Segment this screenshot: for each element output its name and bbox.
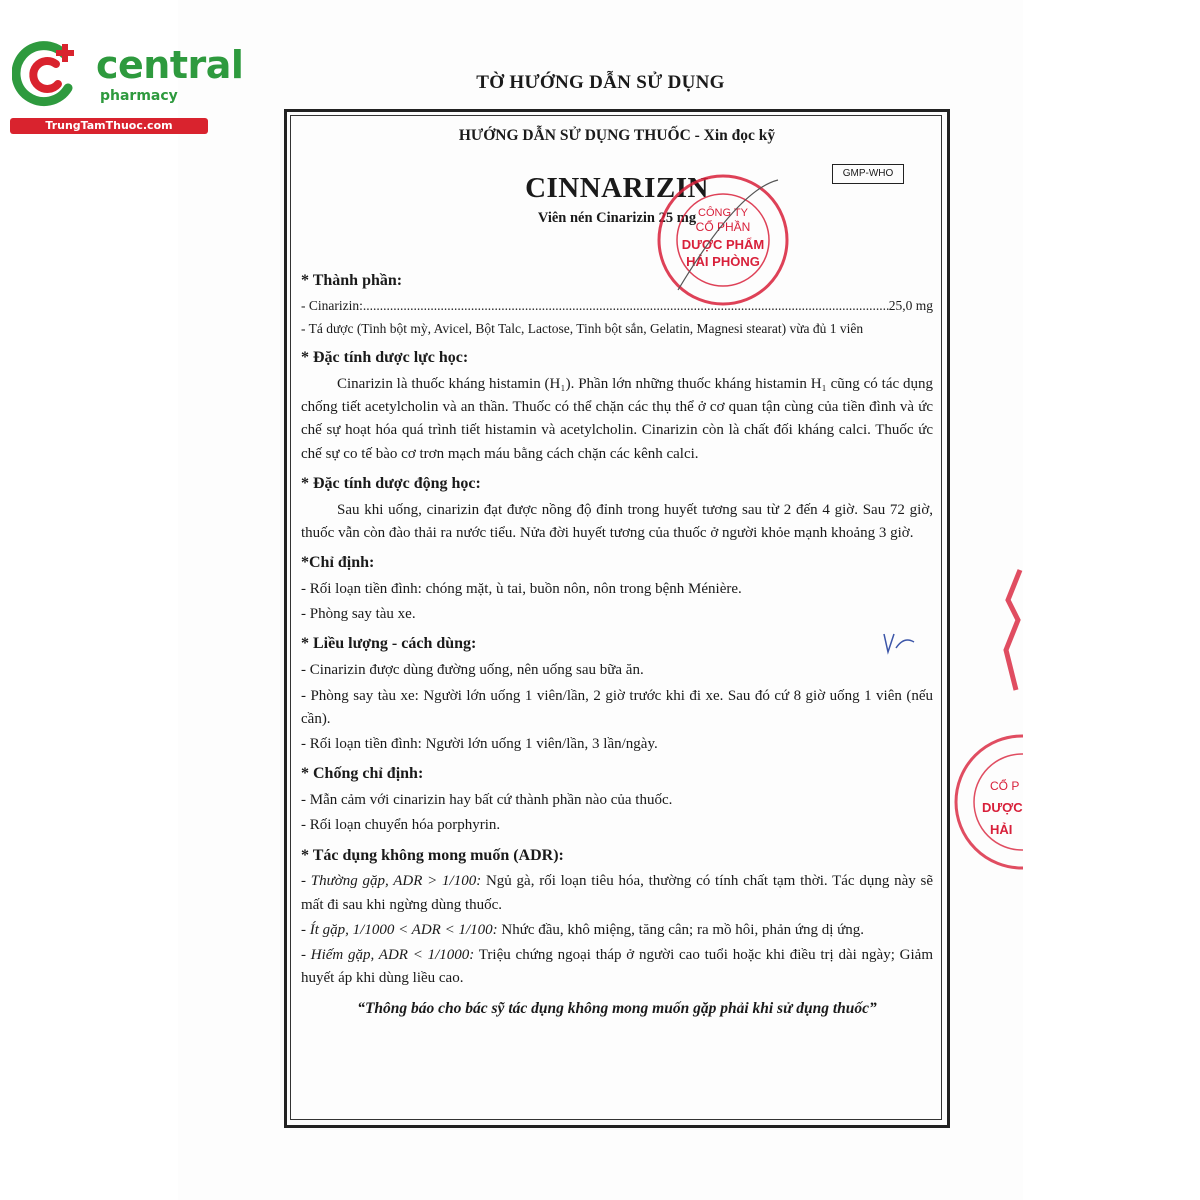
adr-frequency: - Thường gặp, ADR > 1/100: [301, 873, 482, 890]
list-item: - Cinarizin được dùng đường uống, nên uống sau bữa ăn. [301, 662, 644, 679]
svg-text:HẢI: HẢI [990, 822, 1013, 837]
svg-text:DƯỢC PHẨM: DƯỢC PHẨM [681, 237, 765, 252]
document-title: TỜ HƯỚNG DẪN SỬ DỤNG [476, 72, 725, 93]
adr-frequency: - Hiếm gặp, ADR < 1/1000: [301, 947, 475, 964]
svg-text:CÔNG TY: CÔNG TY [698, 207, 748, 219]
dot-leader [363, 296, 889, 317]
logo-subtitle: pharmacy [100, 88, 178, 104]
svg-text:CỔ PHẦN: CỔ PHẦN [695, 220, 751, 234]
adr-item [301, 870, 933, 917]
page-margin [1023, 0, 1200, 1200]
adr-title: * Tác dụng không mong muốn (ADR): [301, 846, 564, 864]
pharmacodynamics-text: Cinarizin là thuốc kháng histamin (H₁). Phần lớn những thuốc kháng histamin H₁ cũng có tác dụng chống tiết acetylcholin và an thần. Thuốc có thể chặn các thụ thể ở cơ quan tận cùng của tiền đình và ức chế sự hoạt hóa quá trình tiết histamin và acetylcholin. Cinarizin còn là chất đối kháng calci. Thuốc ức chế sự co tế bào cơ trơn mạch máu bằng cách chặn các kênh calci. [301, 375, 933, 462]
adr-text: Ngủ gà, rối loạn tiêu hóa, thường có tính chất tạm thời. Tác dụng này sẽ mất đi sau khi ngừng dùng thuốc. [301, 873, 933, 913]
logo-url[interactable]: TrungTamThuoc.com [10, 118, 208, 134]
adr-text: Nhức đầu, khô miệng, tăng cân; ra mồ hôi, phản ứng dị ứng. [497, 921, 865, 938]
svg-text:HẢI PHÒNG: HẢI PHÒNG [686, 254, 760, 269]
leaflet-header: HƯỚNG DẪN SỬ DỤNG THUỐC - Xin đọc kỹ [458, 127, 776, 144]
list-item: - Rối loạn tiền đình: chóng mặt, ù tai, buồn nôn, nôn trong bệnh Ménière. [301, 580, 742, 597]
partial-seal-stamp [950, 730, 1023, 880]
pharmacokinetics-title: * Đặc tính dược động học: [301, 474, 481, 492]
adr-notice: “Thông báo cho bác sỹ tác dụng không mong muốn gặp phải khi sử dụng thuốc” [357, 999, 877, 1017]
adr-item [301, 944, 933, 991]
dosage-title: * Liều lượng - cách dùng: [301, 635, 477, 653]
list-item: - Phòng say tàu xe: Người lớn uống 1 viên/lần, 2 giờ trước khi đi xe. Sau đó cứ 8 giờ uống 1 viên (nếu cần). [301, 687, 933, 727]
product-name: CINNARIZIN [525, 172, 709, 205]
excipients: - Tá dược (Tinh bột mỳ, Avicel, Bột Talc, Lactose, Tinh bột sắn, Gelatin, Magnesi stearat) vừa đủ 1 viên [301, 321, 864, 337]
list-item: - Phòng say tàu xe. [301, 606, 416, 623]
adr-frequency: - Ít gặp, 1/1000 < ADR < 1/100: [301, 921, 498, 938]
pharmacodynamics-title: * Đặc tính dược lực học: [301, 349, 469, 367]
leaflet-content [301, 120, 933, 1021]
company-seal-stamp [648, 170, 798, 310]
pharmacokinetics-text: Sau khi uống, cinarizin đạt được nồng độ đỉnh trong huyết tương sau từ 2 đến 4 giờ. Sau 72 giờ, thuốc vẫn còn đào thải ra nước tiểu. Nửa đời huyết tương của thuốc ở người khỏe mạnh khoảng 3 giờ. [301, 501, 933, 541]
adr-item [301, 919, 933, 942]
composition-title: * Thành phần: [301, 272, 403, 290]
logo-brand-name: central [96, 43, 244, 87]
active-ingredient-row [301, 296, 933, 317]
indications-title: *Chỉ định: [301, 554, 375, 572]
active-ingredient-amount: 25,0 mg [888, 298, 933, 314]
product-strength: Viên nén Cinarizin 25 mg [537, 209, 697, 226]
initials-mark [880, 628, 920, 658]
contraindications-title: * Chống chỉ định: [301, 765, 424, 783]
gmp-badge: GMP-WHO [832, 164, 904, 184]
svg-text:CỔ P: CỔ P [990, 779, 1020, 793]
svg-text:DƯỢC: DƯỢC [982, 800, 1023, 815]
adr-text: Triệu chứng ngoại tháp ở người cao tuổi hoặc khi điều trị dài ngày; Giảm huyết áp khi dùng liều cao. [301, 947, 933, 987]
list-item: - Mẫn cảm với cinarizin hay bất cứ thành phần nào của thuốc. [301, 792, 673, 809]
pharmacy-cross-icon [12, 40, 82, 108]
red-mark-stamp [1000, 560, 1024, 700]
list-item: - Rối loạn tiền đình: Người lớn uống 1 viên/lần, 3 lần/ngày. [301, 736, 658, 752]
active-ingredient-name: - Cinarizin: [301, 298, 363, 314]
list-item: - Rối loạn chuyển hóa porphyrin. [301, 817, 501, 834]
